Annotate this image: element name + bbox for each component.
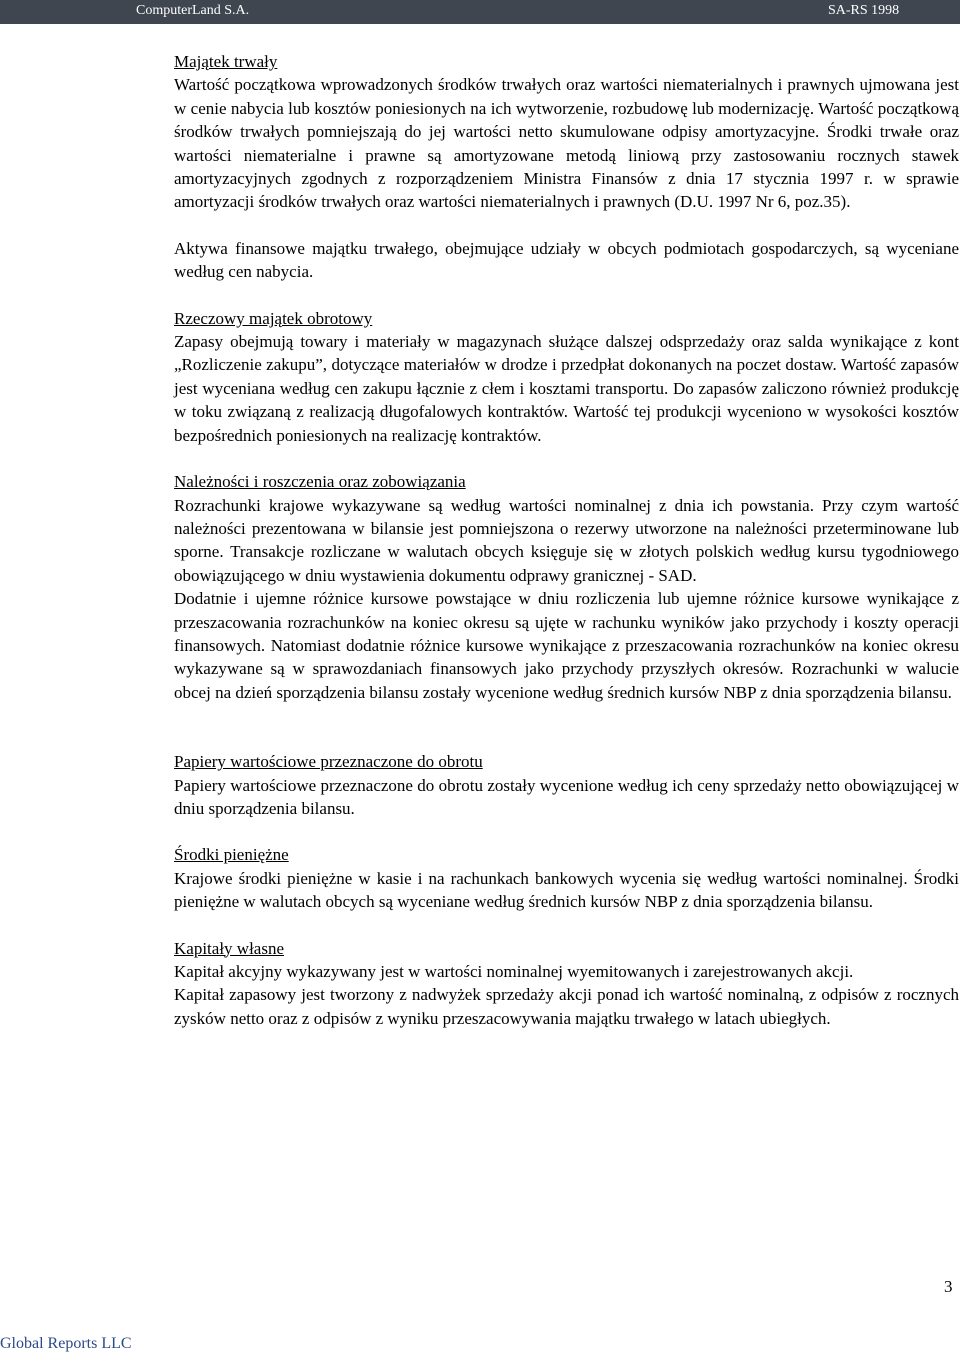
paragraph: Dodatnie i ujemne różnice kursowe powstające w dniu rozliczenia lub ujemne różnice kursowe wynikające z przeszacowania rozrachunków na koniec okresu są ujęte w rachunku wyników jako przychody i koszty operacji finansowych. Natomiast dodatnie różnice kursowe wynikające z przeszacowania rozrachunków na koniec okresu wykazywane są w sprawozdaniach finansowych jako przychody przyszłych okresów. Rozrachunki w walucie obcej na dzień sporządzenia bilansu zostały wycenione według średnich kursów NBP z dnia sporządzenia bilansu.	[174, 589, 959, 702]
paragraph: Aktywa finansowe majątku trwałego, obejmujące udziały w obcych podmiotach gospodarczych, są wyceniane według cen nabycia.	[174, 238, 959, 282]
paragraph: Kapitał akcyjny wykazywany jest w wartości nominalnej wyemitowanych i zarejestrowanych akcji.	[174, 962, 854, 981]
section-heading: Papiery wartościowe przeznaczone do obrotu	[174, 752, 483, 772]
section-heading: Kapitały własne	[174, 938, 284, 958]
section-heading: Środki pieniężne	[174, 845, 289, 865]
paragraph: Kapitał zapasowy jest tworzony z nadwyżek sprzedaży akcji ponad ich wartość nominalną, z odpisów z rocznych zysków netto oraz z odpisów z wyniku przeszacowywania majątku trwałego w latach ubiegłych.	[174, 985, 959, 1028]
section-heading: Należności i roszczenia oraz zobowiązania	[174, 472, 466, 492]
section-heading: Rzeczowy majątek obrotowy	[174, 308, 373, 328]
section-heading: Majątek trwały	[174, 52, 278, 71]
paragraph: Zapasy obejmują towary i materiały w magazynach służące dalszej odsprzedaży oraz salda wynikające z kont „Rozliczenie zakupu”, dotyczące materiałów w drodze i przedpłat dokonanych na poczet dostaw. Wartość zapasów jest wyceniana według cen zakupu łącznie z cłem i kosztami transportu. Do zapasów zaliczono również produkcję w toku związaną z realizacją długofalowych kontraktów. Wartość tej produkcji wyceniono w wysokości kosztów bezpośrednich poniesionych na realizację kontraktów.	[174, 332, 959, 445]
page-header	[0, 0, 960, 24]
section-securities	[174, 750, 959, 820]
section-equity	[174, 937, 959, 1031]
section-current-assets	[174, 307, 959, 447]
paragraph: Rozrachunki krajowe wykazywane są według wartości nominalnej z dnia ich powstania. Przy czym wartość należności prezentowana w bilansie jest pomniejszona o rezerwy utworzone na należności przeterminowane lub sporne. Transakcje rozliczane w walutach obcych księguje się w złotych polskich według kursu tygodniowego obowiązującego w dniu wystawienia dokumentu odprawy granicznej - SAD.	[174, 495, 959, 585]
section-cash	[174, 843, 959, 913]
footer-text: Global Reports LLC	[0, 1335, 132, 1352]
document-body	[174, 50, 959, 1030]
paragraph: Krajowe środki pieniężne w kasie i na rachunkach bankowych wycenia się według wartości nominalnej. Środki pieniężne w walutach obcych są wyceniane według średnich kursów NBP z dnia sporządzenia bilansu.	[174, 868, 959, 912]
company-name: ComputerLand S.A.	[136, 3, 250, 18]
paragraph: Wartość początkowa wprowadzonych środków trwałych oraz wartości niematerialnych i prawnych ujmowana jest w cenie nabycia lub kosztów poniesionych na ich wytworzenie, rozbudowę lub modernizację. Wartość początkową środków trwałych pomniejszają do jej wartości netto skumulowane odpisy amortyzacyjne. Środki trwałe oraz wartości niematerialne i prawne są amortyzowane metodą liniową przy zastosowaniu rocznych stawek amortyzacyjnych zgodnych z rozporządzeniem Ministra Finansów z dnia 17 stycznia 1997 r. w sprawie amortyzacji środków trwałych oraz wartości niematerialnych i prawnych (D.U. 1997 Nr 6, poz.35).	[174, 75, 959, 212]
section-receivables	[174, 470, 959, 704]
page-number: 3	[944, 1277, 953, 1296]
paragraph: Papiery wartościowe przeznaczone do obrotu zostały wycenione według ich ceny sprzedaży netto obowiązującej w dniu sporządzenia bilansu.	[174, 775, 959, 818]
report-code: SA-RS 1998	[828, 3, 900, 18]
section-fixed-assets	[174, 50, 959, 284]
